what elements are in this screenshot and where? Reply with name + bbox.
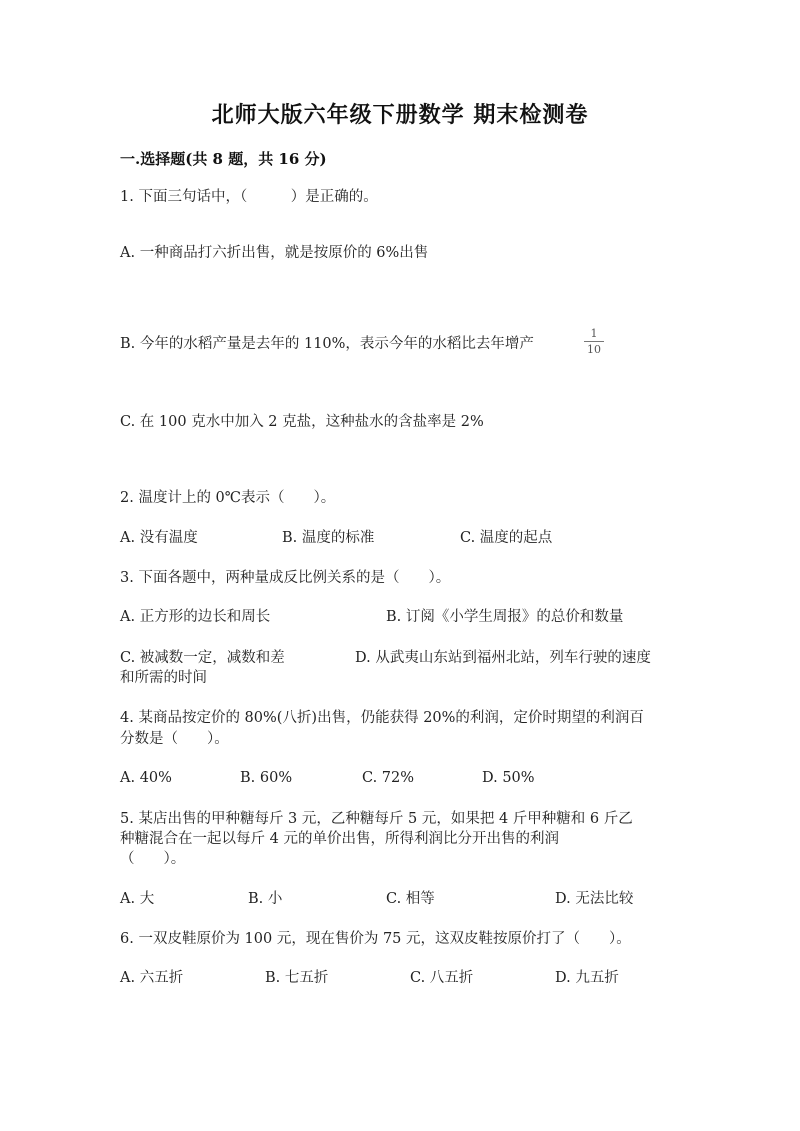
question-3-option-c[interactable]: C. 被减数一定，减数和差: [120, 650, 285, 666]
question-1-option-c[interactable]: C. 在 100 克水中加入 2 克盐，这种盐水的含盐率是 2%: [120, 414, 484, 430]
page-title: 北师大版六年级下册数学 期末检测卷: [211, 102, 589, 128]
question-5-option-d[interactable]: D. 无法比较: [555, 891, 634, 907]
question-5-option-c[interactable]: C. 相等: [386, 891, 435, 907]
question-3-option-d-continued[interactable]: 和所需的时间: [120, 670, 207, 686]
question-6-option-d[interactable]: D. 九五折: [555, 970, 619, 986]
question-4-stem: 4. 某商品按定价的 80%(八折)出售，仍能获得 20%的利润，定价时期望的利润百: [120, 710, 644, 726]
question-3-option-a[interactable]: A. 正方形的边长和周长: [120, 609, 271, 625]
question-1-option-a[interactable]: A. 一种商品打六折出售，就是按原价的 6%出售: [120, 245, 429, 261]
question-2-option-a[interactable]: A. 没有温度: [120, 530, 198, 546]
question-4-option-d[interactable]: D. 50%: [482, 770, 535, 786]
question-5-option-a[interactable]: A. 大: [120, 891, 155, 907]
question-6-option-b[interactable]: B. 七五折: [265, 970, 329, 986]
question-4-option-a[interactable]: A. 40%: [120, 770, 172, 786]
fraction-denominator: 10: [587, 343, 601, 356]
fraction-one-tenth: [584, 327, 604, 356]
question-4-stem-continued: 分数是（ ）。: [120, 731, 229, 747]
question-6-stem: 6. 一双皮鞋原价为 100 元，现在售价为 75 元，这双皮鞋按原价打了（ ）。: [120, 931, 631, 947]
question-3-stem: 3. 下面各题中，两种量成反比例关系的是（ ）。: [120, 570, 451, 586]
question-2-option-b[interactable]: B. 温度的标准: [282, 530, 375, 546]
question-5-stem-continued-2: （ ）。: [120, 851, 186, 867]
question-5-stem: 5. 某店出售的甲种糖每斤 3 元，乙种糖每斤 5 元，如果把 4 斤甲种糖和 6 斤乙: [120, 811, 633, 827]
fraction-bar: [584, 341, 604, 342]
section-heading: 一.选择题(共 8 题，共 16 分): [120, 150, 327, 168]
question-6-option-a[interactable]: A. 六五折: [120, 970, 184, 986]
question-6-option-c[interactable]: C. 八五折: [410, 970, 474, 986]
question-3-option-d[interactable]: D. 从武夷山东站到福州北站，列车行驶的速度: [355, 650, 651, 666]
question-2-option-c[interactable]: C. 温度的起点: [460, 530, 553, 546]
question-2-stem: 2. 温度计上的 0℃表示（ ）。: [120, 490, 336, 506]
question-4-option-b[interactable]: B. 60%: [240, 770, 293, 786]
question-5-stem-continued: 种糖混合在一起以每斤 4 元的单价出售，所得利润比分开出售的利润: [120, 831, 559, 847]
fraction-numerator: 1: [590, 327, 598, 340]
question-1-option-b[interactable]: B. 今年的水稻产量是去年的 110%，表示今年的水稻比去年增产: [120, 336, 534, 352]
question-1-stem: 1. 下面三句话中，（ ）是正确的。: [120, 189, 378, 205]
question-3-option-b[interactable]: B. 订阅《小学生周报》的总价和数量: [386, 609, 624, 625]
question-5-option-b[interactable]: B. 小: [248, 891, 283, 907]
question-4-option-c[interactable]: C. 72%: [362, 770, 415, 786]
